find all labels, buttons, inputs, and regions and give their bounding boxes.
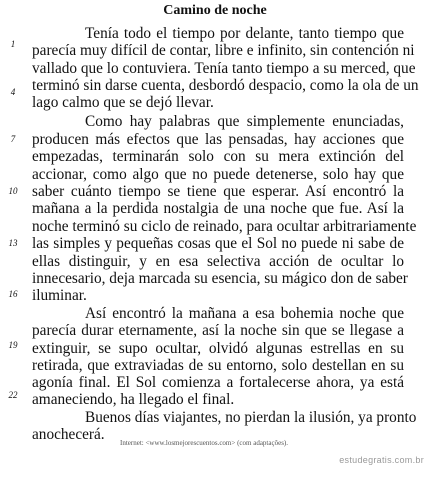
text-line: anochecerá. [32, 426, 105, 443]
text-line: Así encontró la mañana a esa bohemia noche que [85, 305, 404, 322]
text-line: saber cuánto tiempo se tiene que esperar. Así encontró la [32, 183, 404, 200]
text-line: parecía durar eternamente, así la noche sin que se llegase a [32, 322, 404, 339]
text-line: Buenos días viajantes, no pierdan la ilusión, ya pronto [85, 409, 417, 426]
line-number: 1 [10, 39, 16, 49]
text-line: mañana a la perdida nostalgia de una noche que fue. Así la [32, 200, 404, 217]
watermark: estudegratis.com.br [339, 455, 424, 465]
text-line: vallado que lo contuviera. Tenía tanto tiempo a su merced, que [32, 60, 416, 77]
text-line: terminó sin darse cuenta, desbordó despacio, como la ola de un [32, 77, 419, 94]
text-line: empezadas, terminarán solo con su mera extinción del [32, 148, 404, 165]
text-title: Camino de noche [163, 3, 267, 18]
line-number: 7 [10, 134, 16, 144]
line-number: 4 [10, 87, 16, 97]
text-line: accionar, como algo que no puede detenerse, solo hay que [32, 166, 404, 183]
source-note: Internet: <www.losmejorescuentos.com> (com adaptações). [120, 439, 288, 447]
text-line: parecía muy difícil de contar, libre e infinito, sin contención ni [32, 42, 415, 59]
text-line: retirada, que extraviadas de su entorno, solo destellan en su [32, 357, 404, 374]
text-line: producen más efectos que las pensadas, hay acciones que [32, 131, 404, 148]
line-number: 19 [8, 340, 18, 350]
text-line: noche terminó su ciclo de reinado, para ocultar arbitrariamente [32, 218, 417, 235]
text-line: iluminar. [32, 287, 87, 304]
line-number: 13 [8, 238, 18, 248]
text-line: Como hay palabras que simplemente enunciadas, [85, 113, 404, 130]
text-line: ellas distinguir, y en esa selectiva acción de ocultar lo [32, 253, 404, 270]
text-line: innecesario, deja marcada su esencia, su mágico don de saber [32, 270, 408, 287]
text-line: amaneciendo, ha llegado el final. [32, 391, 235, 408]
text-line: Tenía todo el tiempo por delante, tanto tiempo que [85, 25, 404, 42]
text-line: lago calmo que se dejó llevar. [32, 94, 214, 111]
line-number: 22 [8, 390, 18, 400]
line-number: 16 [8, 289, 18, 299]
text-line: extinguir, se supo ocultar, olvidó algunas estrellas en su [32, 340, 404, 357]
line-number: 10 [8, 186, 18, 196]
text-line: agonía final. El Sol comienza a fortalecerse ahora, ya está [32, 374, 404, 391]
text-line: las simples y pequeñas cosas que el Sol no puede ni sabe de [32, 235, 404, 252]
